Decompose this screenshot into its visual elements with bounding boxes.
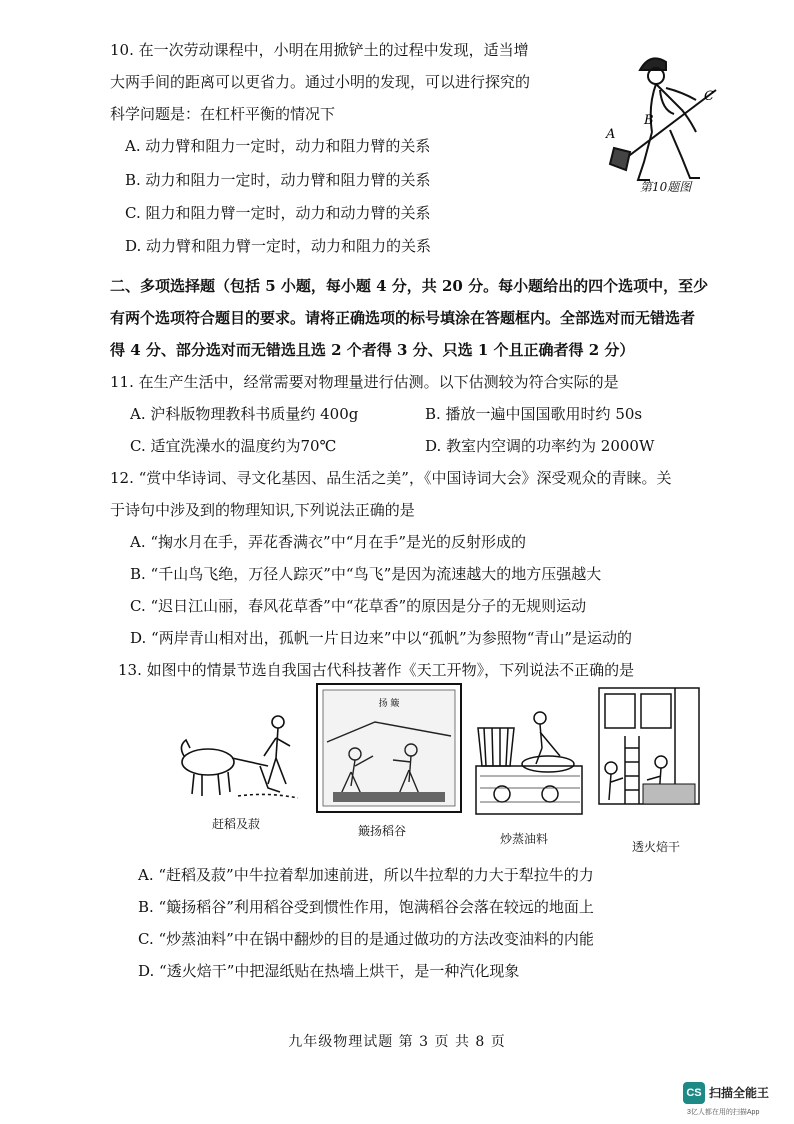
q12-option-c: C. “迟日江山丽，春风花草香”中“花草香”的原因是分子的无规则运动 [130,597,587,615]
scanner-tagline: 3亿人都在用的扫描App [687,1109,760,1116]
q10-option-a: A. 动力臂和阻力一定时，动力和阻力臂的关系 [125,137,431,155]
q12-option-d: D. “两岸青山相对出，孤帆一片日边来”中以“孤帆”为参照物“青山”是运动的 [130,629,633,647]
drying-paper-image [595,684,703,810]
winnowing-panel-title: 扬 簸 [378,699,400,709]
caption-winnowing: 簸扬稻谷 [358,824,407,838]
label-c: C [704,89,714,104]
oxen-plowing-image [168,700,308,805]
q13-stem: 13. 如图中的情景节选自我国古代科技著作《天工开物》，下列说法不正确的是 [118,661,635,679]
q10-figure-caption: 第10题图 [640,180,692,194]
label-a: A [606,127,616,142]
q13-option-b: B. “簸扬稻谷”利用稻谷受到惯性作用，饱满稻谷会落在较远的地面上 [138,898,594,916]
page-footer: 九年级物理试题 第 3 页 共 8 页 [288,1034,506,1050]
winnowing-image [315,682,463,814]
q13-option-a: A. “赶稻及菽”中牛拉着犁加速前进，所以牛拉犁的力大于犁拉牛的力 [138,866,594,884]
section2-line2: 有两个选项符合题目的要求。请将正确选项的标号填涂在答题框内。全部选对而无错选者 [110,309,696,327]
caption-drying-paper: 透火焙干 [632,840,681,854]
q10-option-d: D. 动力臂和阻力臂一定时，动力和阻力的关系 [125,237,432,255]
q10-option-b: B. 动力和阻力一定时，动力臂和阻力臂的关系 [125,171,431,189]
q13-option-c: C. “炒蒸油料”中在锅中翻炒的目的是通过做功的方法改变油料的内能 [138,930,594,948]
caption-frying-oil: 炒蒸油料 [500,832,549,846]
q11-option-c: C. 适宜洗澡水的温度约为70℃ [130,437,337,455]
camscanner-logo-icon: CS [683,1082,705,1104]
scanner-name: 扫描全能王 [709,1086,770,1100]
caption-oxen-plowing: 赶稻及菽 [212,817,261,831]
q12-stem-line2: 于诗句中涉及到的物理知识,下列说法正确的是 [110,501,415,519]
scanner-watermark [683,1082,787,1118]
q10-stem-line3: 科学问题是：在杠杆平衡的情况下 [110,105,336,123]
q10-stem-line1: 10. 在一次劳动课程中，小明在用掀铲土的过程中发现，适当增 [110,41,529,59]
q12-stem-line1: 12. “赏中华诗词、寻文化基因、品生活之美”，《中国诗词大会》深受观众的青睐。关 [110,469,672,487]
q10-stem-line2: 大两手间的距离可以更省力。通过小明的发现，可以进行探究的 [110,73,531,91]
q12-option-a: A. “掬水月在手，弄花香满衣”中“月在手”是光的反射形成的 [130,533,527,551]
label-b: B [644,113,654,128]
q12-option-b: B. “千山鸟飞绝，万径人踪灭”中“鸟飞”是因为流速越大的地方压强越大 [130,565,602,583]
q10-shovel-figure [600,40,730,195]
q10-option-c: C. 阻力和阻力臂一定时，动力和动力臂的关系 [125,204,431,222]
section2-line1: 二、多项选择题（包括 5 小题，每小题 4 分，共 20 分。每小题给出的四个选项中，至少 [110,277,709,295]
q11-option-a: A. 沪科版物理教科书质量约 400g [130,405,359,423]
q11-option-b: B. 播放一遍中国国歌用时约 50s [425,405,643,423]
q13-option-d: D. “透火焙干”中把湿纸贴在热墙上烘干，是一种汽化现象 [138,962,520,980]
q11-option-d: D. 教室内空调的功率约为 2000W [425,437,655,455]
section2-line3: 得 4 分、部分选对而无错选且选 2 个者得 3 分、只选 1 个且正确者得 2 分） [110,341,635,359]
frying-oil-image [470,706,590,824]
q11-stem: 11. 在生产生活中，经常需要对物理量进行估测。以下估测较为符合实际的是 [110,373,619,391]
